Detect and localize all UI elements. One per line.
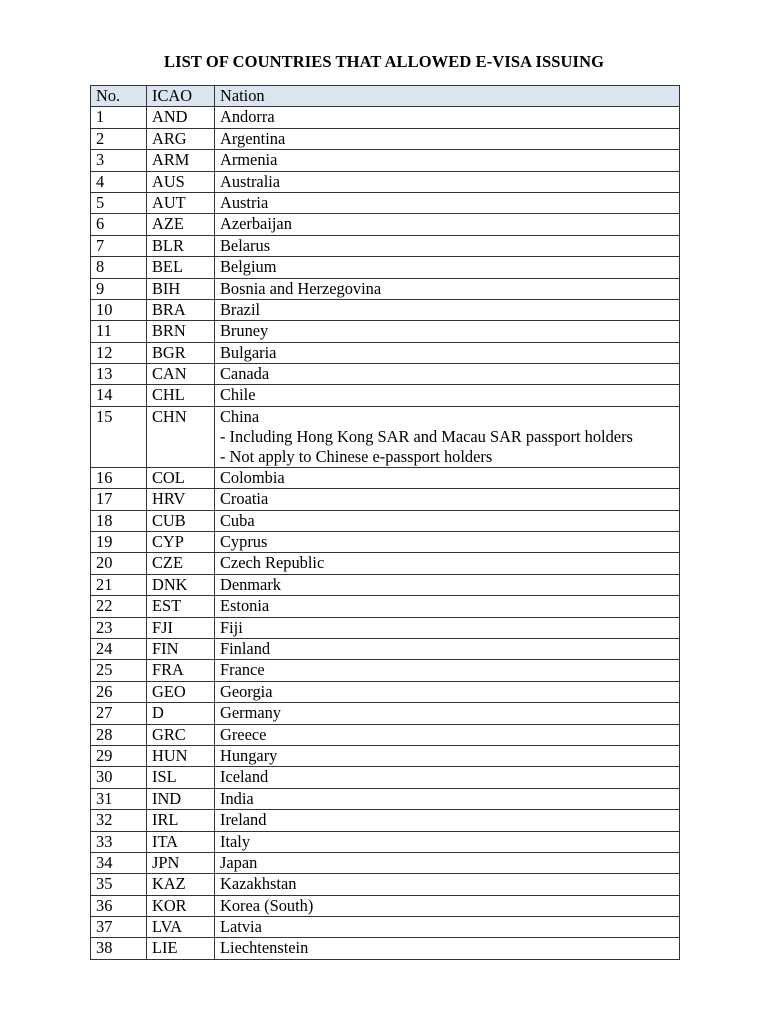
- table-row: [91, 596, 680, 617]
- cell-nation: [215, 767, 680, 788]
- cell-no: 35: [91, 874, 147, 895]
- cell-no: 5: [91, 192, 147, 213]
- nation-line: Liechtenstein: [220, 938, 309, 958]
- table-row: [91, 510, 680, 531]
- cell-icao: BEL: [147, 257, 215, 278]
- nation-line: Chile: [220, 385, 256, 405]
- table-row: [91, 638, 680, 659]
- cell-icao: CYP: [147, 532, 215, 553]
- cell-icao: CHN: [147, 406, 215, 467]
- nation-line: Australia: [220, 171, 281, 191]
- table-row: [91, 235, 680, 256]
- cell-no: 3: [91, 150, 147, 171]
- cell-nation: [215, 788, 680, 809]
- nation-line: Greece: [220, 724, 267, 744]
- cell-icao: LIE: [147, 938, 215, 959]
- cell-no: 7: [91, 235, 147, 256]
- cell-no: 6: [91, 214, 147, 235]
- cell-no: 29: [91, 745, 147, 766]
- table-row: [91, 660, 680, 681]
- table-row: [91, 852, 680, 873]
- nation-line: Kazakhstan: [220, 874, 297, 894]
- cell-nation: [215, 364, 680, 385]
- cell-nation: [215, 852, 680, 873]
- cell-icao: EST: [147, 596, 215, 617]
- cell-no: 27: [91, 703, 147, 724]
- cell-no: 13: [91, 364, 147, 385]
- cell-icao: BLR: [147, 235, 215, 256]
- cell-nation: [215, 192, 680, 213]
- cell-icao: CAN: [147, 364, 215, 385]
- nation-line: Cyprus: [220, 532, 268, 552]
- table-row: [91, 489, 680, 510]
- table-row: [91, 767, 680, 788]
- table-row: [91, 724, 680, 745]
- nation-line: France: [220, 660, 265, 680]
- table-row: [91, 278, 680, 299]
- cell-nation: [215, 724, 680, 745]
- cell-nation: [215, 617, 680, 638]
- page-title: LIST OF COUNTRIES THAT ALLOWED E-VISA ISSUING: [163, 52, 605, 71]
- cell-no: 14: [91, 385, 147, 406]
- table-header-row: [91, 86, 680, 107]
- cell-nation: [215, 874, 680, 895]
- cell-nation: [215, 574, 680, 595]
- table-row: [91, 128, 680, 149]
- header-icao: ICAO: [147, 86, 215, 107]
- table-row: [91, 299, 680, 320]
- cell-nation: [215, 703, 680, 724]
- countries-table: [90, 85, 680, 960]
- nation-line: Croatia: [220, 489, 269, 509]
- nation-line: Czech Republic: [220, 553, 325, 573]
- nation-line: Colombia: [220, 467, 285, 487]
- cell-no: 8: [91, 257, 147, 278]
- cell-nation: [215, 938, 680, 959]
- cell-icao: HUN: [147, 745, 215, 766]
- cell-nation: [215, 553, 680, 574]
- nation-line: Hungary: [220, 745, 278, 765]
- table-row: [91, 810, 680, 831]
- table-row: [91, 257, 680, 278]
- cell-no: 24: [91, 638, 147, 659]
- nation-line: Italy: [220, 831, 251, 851]
- nation-line: China: [220, 406, 260, 426]
- nation-line: - Not apply to Chinese e-passport holders: [220, 446, 493, 466]
- cell-no: 28: [91, 724, 147, 745]
- cell-icao: KOR: [147, 895, 215, 916]
- nation-line: Latvia: [220, 917, 262, 937]
- cell-no: 18: [91, 510, 147, 531]
- nation-line: Argentina: [220, 128, 286, 148]
- nation-line: Georgia: [220, 681, 273, 701]
- cell-icao: AUT: [147, 192, 215, 213]
- table-row: [91, 150, 680, 171]
- cell-icao: ARM: [147, 150, 215, 171]
- cell-icao: BRA: [147, 299, 215, 320]
- cell-icao: FRA: [147, 660, 215, 681]
- cell-icao: CHL: [147, 385, 215, 406]
- table-row: [91, 788, 680, 809]
- table-row: [91, 553, 680, 574]
- cell-no: 15: [91, 406, 147, 467]
- cell-icao: FJI: [147, 617, 215, 638]
- table-body: [91, 107, 680, 959]
- table-row: [91, 703, 680, 724]
- cell-icao: AZE: [147, 214, 215, 235]
- table-row: [91, 107, 680, 128]
- table-row: [91, 406, 680, 467]
- table-row: [91, 321, 680, 342]
- table-row: [91, 364, 680, 385]
- table-row: [91, 532, 680, 553]
- nation-line: Brazil: [220, 299, 261, 319]
- cell-no: 1: [91, 107, 147, 128]
- cell-icao: DNK: [147, 574, 215, 595]
- table-row: [91, 681, 680, 702]
- cell-no: 4: [91, 171, 147, 192]
- cell-nation: [215, 128, 680, 149]
- cell-icao: COL: [147, 467, 215, 488]
- cell-no: 23: [91, 617, 147, 638]
- cell-nation: [215, 257, 680, 278]
- nation-line: Belgium: [220, 257, 277, 277]
- table-row: [91, 192, 680, 213]
- cell-nation: [215, 171, 680, 192]
- cell-icao: KAZ: [147, 874, 215, 895]
- cell-no: 26: [91, 681, 147, 702]
- nation-line: Ireland: [220, 810, 267, 830]
- cell-nation: [215, 810, 680, 831]
- cell-no: 21: [91, 574, 147, 595]
- nation-line: Armenia: [220, 150, 278, 170]
- cell-nation: [215, 278, 680, 299]
- cell-icao: ISL: [147, 767, 215, 788]
- nation-line: Cuba: [220, 510, 255, 530]
- cell-nation: [215, 831, 680, 852]
- cell-icao: BGR: [147, 342, 215, 363]
- cell-no: 17: [91, 489, 147, 510]
- cell-no: 37: [91, 917, 147, 938]
- table-row: [91, 874, 680, 895]
- cell-no: 16: [91, 467, 147, 488]
- cell-nation: [215, 638, 680, 659]
- nation-line: Austria: [220, 192, 269, 212]
- cell-nation: [215, 321, 680, 342]
- header-nation: Nation: [215, 86, 680, 107]
- cell-icao: CUB: [147, 510, 215, 531]
- cell-no: 33: [91, 831, 147, 852]
- cell-icao: LVA: [147, 917, 215, 938]
- nation-line: India: [220, 788, 254, 808]
- nation-line: Azerbaijan: [220, 214, 292, 234]
- cell-no: 19: [91, 532, 147, 553]
- nation-line: Bruney: [220, 321, 269, 341]
- cell-no: 2: [91, 128, 147, 149]
- cell-nation: [215, 107, 680, 128]
- cell-icao: GRC: [147, 724, 215, 745]
- cell-no: 30: [91, 767, 147, 788]
- cell-nation: [215, 467, 680, 488]
- cell-icao: BRN: [147, 321, 215, 342]
- table-row: [91, 214, 680, 235]
- cell-nation: [215, 917, 680, 938]
- cell-nation: [215, 406, 680, 467]
- cell-nation: [215, 214, 680, 235]
- table-row: [91, 467, 680, 488]
- nation-line: Iceland: [220, 767, 269, 787]
- nation-line: Denmark: [220, 574, 281, 594]
- cell-nation: [215, 745, 680, 766]
- cell-nation: [215, 235, 680, 256]
- cell-nation: [215, 681, 680, 702]
- cell-no: 11: [91, 321, 147, 342]
- nation-line: Andorra: [220, 107, 275, 127]
- nation-line: Germany: [220, 703, 281, 723]
- cell-no: 12: [91, 342, 147, 363]
- table-row: [91, 171, 680, 192]
- nation-line: Korea (South): [220, 895, 314, 915]
- table-row: [91, 342, 680, 363]
- table-row: [91, 617, 680, 638]
- cell-no: 31: [91, 788, 147, 809]
- cell-icao: AUS: [147, 171, 215, 192]
- header-no: No.: [91, 86, 147, 107]
- nation-line: Fiji: [220, 617, 243, 637]
- cell-icao: IRL: [147, 810, 215, 831]
- cell-icao: GEO: [147, 681, 215, 702]
- nation-line: Bosnia and Herzegovina: [220, 278, 382, 298]
- cell-no: 32: [91, 810, 147, 831]
- cell-icao: D: [147, 703, 215, 724]
- cell-nation: [215, 489, 680, 510]
- table-row: [91, 574, 680, 595]
- cell-icao: IND: [147, 788, 215, 809]
- cell-no: 20: [91, 553, 147, 574]
- table-row: [91, 938, 680, 959]
- nation-line: Estonia: [220, 596, 270, 616]
- cell-nation: [215, 596, 680, 617]
- cell-no: 36: [91, 895, 147, 916]
- cell-no: 10: [91, 299, 147, 320]
- cell-nation: [215, 895, 680, 916]
- cell-nation: [215, 510, 680, 531]
- nation-line: Belarus: [220, 235, 271, 255]
- table-row: [91, 385, 680, 406]
- cell-no: 38: [91, 938, 147, 959]
- cell-no: 25: [91, 660, 147, 681]
- cell-icao: HRV: [147, 489, 215, 510]
- nation-line: Bulgaria: [220, 342, 277, 362]
- table-row: [91, 745, 680, 766]
- cell-icao: BIH: [147, 278, 215, 299]
- cell-icao: CZE: [147, 553, 215, 574]
- nation-line: - Including Hong Kong SAR and Macau SAR passport holders: [220, 426, 633, 446]
- cell-nation: [215, 660, 680, 681]
- cell-nation: [215, 532, 680, 553]
- cell-no: 22: [91, 596, 147, 617]
- nation-line: Finland: [220, 638, 271, 658]
- cell-nation: [215, 385, 680, 406]
- cell-icao: ITA: [147, 831, 215, 852]
- nation-line: Canada: [220, 364, 270, 384]
- table-row: [91, 895, 680, 916]
- cell-no: 9: [91, 278, 147, 299]
- table-row: [91, 917, 680, 938]
- cell-nation: [215, 150, 680, 171]
- cell-icao: ARG: [147, 128, 215, 149]
- cell-nation: [215, 299, 680, 320]
- cell-icao: FIN: [147, 638, 215, 659]
- nation-line: Japan: [220, 852, 258, 872]
- cell-icao: JPN: [147, 852, 215, 873]
- cell-nation: [215, 342, 680, 363]
- cell-no: 34: [91, 852, 147, 873]
- cell-icao: AND: [147, 107, 215, 128]
- table-row: [91, 831, 680, 852]
